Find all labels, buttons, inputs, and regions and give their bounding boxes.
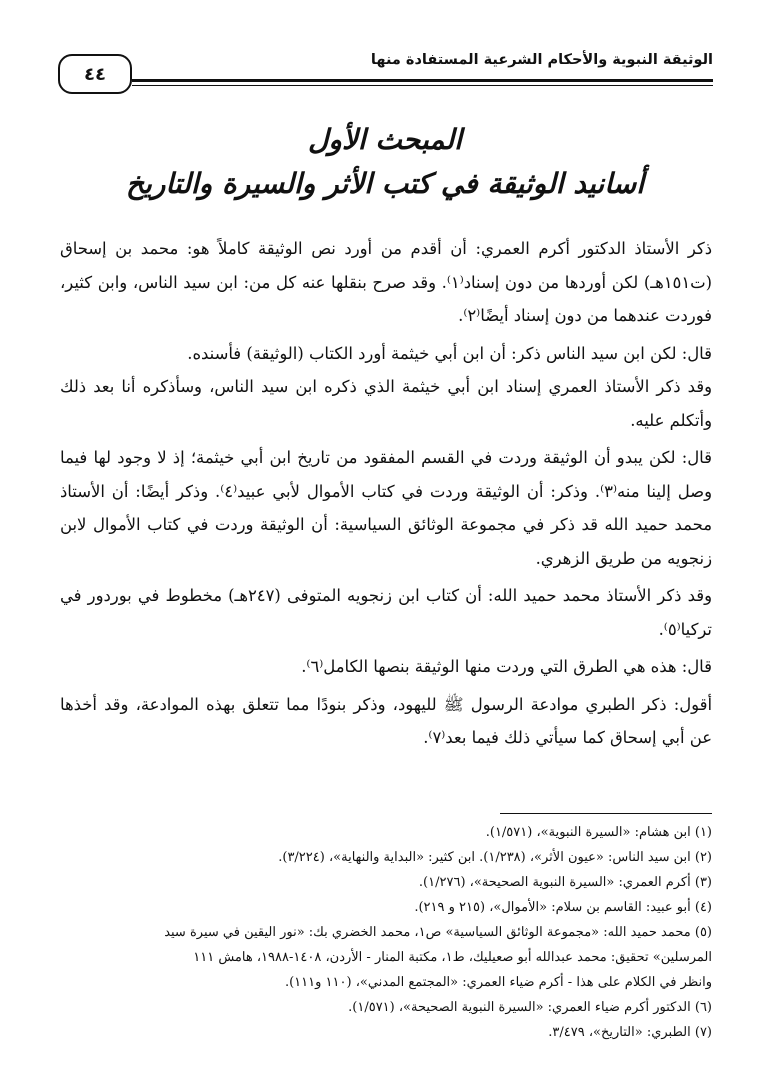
body-text xyxy=(60,232,712,755)
footnote: (٥) محمد حميد الله: «مجموعة الوثائق السياسية» ص١، محمد الخضري بك: «نور اليقين في سيرة سيد xyxy=(164,925,712,940)
paragraph: قال: هذه هي الطرق التي وردت منها الوثيقة بنصها الكامل⁽٦⁾. xyxy=(301,657,712,676)
section-subtitle: أسانيد الوثيقة في كتب الأثر والسيرة والتاريخ xyxy=(126,167,644,200)
paragraph: وقد ذكر الأستاذ محمد حميد الله: أن كتاب ابن زنجويه المتوفى (٢٤٧هـ) مخطوط في بوردور في تركيا⁽٥⁾. xyxy=(60,586,712,639)
footnote: (٦) الدكتور أكرم ضياء العمري: «السيرة النبوية الصحيحة»، (١/٥٧١). xyxy=(348,1000,712,1015)
paragraph: قال: لكن يبدو أن الوثيقة وردت في القسم المفقود من تاريخ ابن أبي خيثمة؛ إذ لا وجود لها فيما وصل إلينا منه⁽٣⁾. وذكر: أن الوثيقة وردت في كتاب الأموال لأبي عبيد⁽٤⁾. وذكر أيضًا: أن الأستاذ محمد حميد الله قد ذكر في مجموعة الوثائق السياسية: أن الوثيقة وردت في كتاب الأموال لابن زنجويه من طريق الزهري. xyxy=(60,448,712,568)
header-rule-thin xyxy=(132,85,713,86)
footnote: وانظر في الكلام على هذا - أكرم ضياء العمري: «المجتمع المدني»، (١١٠ و١١١). xyxy=(284,975,712,990)
running-header-title: الوثيقة النبوية والأحكام الشرعية المستفادة منها xyxy=(370,52,713,68)
section-title: المبحث الأول xyxy=(308,123,462,156)
page-number: ٤٤ xyxy=(84,63,106,85)
paragraph: أقول: ذكر الطبري موادعة الرسول ﷺ لليهود، وذكر بنودًا مما تتعلق بهذه الموادعة، وقد أخذها عن أبي إسحاق كما سيأتي ذلك فيما بعد⁽٧⁾. xyxy=(60,694,712,747)
paragraph: ذكر الأستاذ الدكتور أكرم العمري: أن أقدم من أورد نص الوثيقة كاملاً هو: محمد بن إسحاق (ت١٥١هـ) لكن أوردها من دون إسناد⁽١⁾. وقد صرح بنقلها عنه كل من: ابن سيد الناس، وابن كثير، فوردت عندهما من دون إسناد أيضًا⁽٢⁾. xyxy=(60,239,712,325)
footnote: (٧) الطبري: «التاريخ»، ٣/٤٧٩. xyxy=(548,1025,712,1040)
section-headings xyxy=(60,118,710,206)
page-number-frame xyxy=(58,54,132,94)
paragraph: قال: لكن ابن سيد الناس ذكر: أن ابن أبي خيثمة أورد الكتاب (الوثيقة) فأسنده. xyxy=(187,343,712,363)
footnote-separator xyxy=(500,813,712,814)
paragraph: وقد ذكر الأستاذ العمري إسناد ابن أبي خيثمة الذي ذكره ابن سيد الناس، وسأذكره أنا بعد ذلك وأتكلم عليه. xyxy=(60,377,712,430)
footnote: المرسلين» تحقيق: محمد عبدالله أبو صعيليك، ط١، مكتبة المنار - الأردن، ١٤٠٨-١٩٨٨، هامش ١١١ xyxy=(193,950,712,965)
footnote: (٢) ابن سيد الناس: «عيون الأثر»، (١/٢٣٨). ابن كثير: «البداية والنهاية»، (٣/٢٢٤). xyxy=(278,850,712,865)
footnotes xyxy=(60,820,712,1045)
header-rule-thick xyxy=(132,79,713,82)
footnote: (٣) أكرم العمري: «السيرة النبوية الصحيحة»، (١/٢٧٦). xyxy=(418,875,712,890)
footnote: (١) ابن هشام: «السيرة النبوية»، (١/٥٧١). xyxy=(485,825,712,840)
footnote: (٤) أبو عبيد: القاسم بن سلام: «الأموال»، (٢١٥ و ٢١٩). xyxy=(414,900,712,915)
running-header xyxy=(58,50,713,96)
